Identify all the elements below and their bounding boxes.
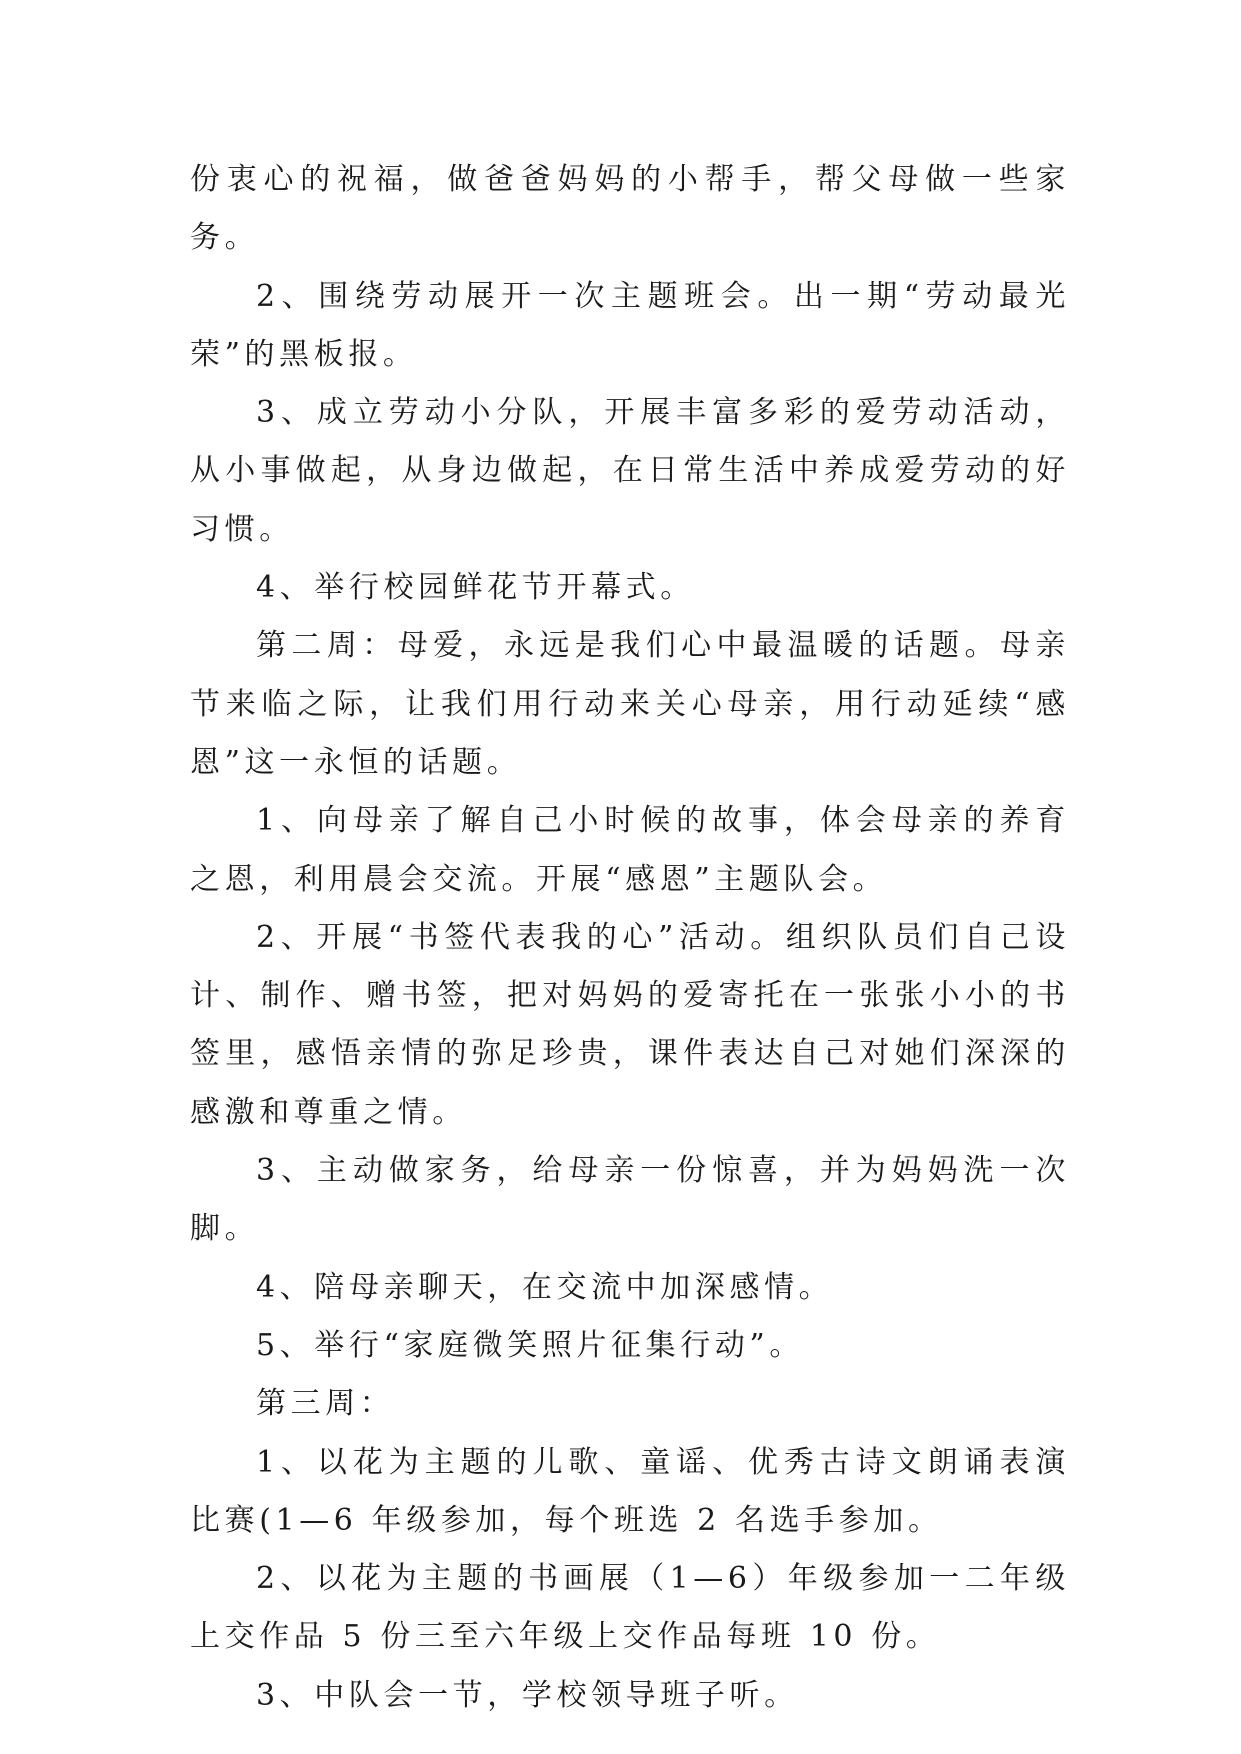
paragraph: 份衷心的祝福，做爸爸妈妈的小帮手，帮父母做一些家务。 <box>190 162 1070 256</box>
paragraph: 2、开展“书签代表我的心”活动。组织队员们自己设计、制作、赠书签，把对妈妈的爱寄托在一张张小小的书签里，感悟亲情的弥足珍贵，课件表达自己对她们深深的感激和尊重之情。 <box>190 919 1070 1130</box>
paragraph: 3、主动做家务，给母亲一份惊喜，并为妈妈洗一次脚。 <box>190 1153 1070 1247</box>
paragraph: 4、举行校园鲜花节开幕式。 <box>256 570 695 606</box>
paragraph: 1、向母亲了解自己小时候的故事，体会母亲的养育之恩，利用晨会交流。开展“感恩”主题队会。 <box>190 803 1070 897</box>
paragraph: 3、成立劳动小分队，开展丰富多彩的爱劳动活动，从小事做起，从身边做起，在日常生活中养成爱劳动的好习惯。 <box>190 395 1070 547</box>
document-body <box>190 151 1070 1725</box>
paragraph: 第三周： <box>256 1386 395 1422</box>
paragraph: 第二周：母爱，永远是我们心中最温暖的话题。母亲节来临之际，让我们用行动来关心母亲，用行动延续“感恩”这一永恒的话题。 <box>190 628 1070 780</box>
paragraph: 5、举行“家庭微笑照片征集行动”。 <box>256 1327 804 1363</box>
paragraph: 2、围绕劳动展开一次主题班会。出一期“劳动最光荣”的黑板报。 <box>190 278 1070 372</box>
paragraph: 4、陪母亲聊天，在交流中加深感情。 <box>256 1269 834 1305</box>
paragraph: 1、以花为主题的儿歌、童谣、优秀古诗文朗诵表演比赛(1—6 年级参加，每个班选 2 名选手参加。 <box>190 1444 1070 1538</box>
paragraph: 2、以花为主题的书画展（1—6）年级参加一二年级上交作品 5 份三至六年级上交作品每班 10 份。 <box>190 1561 1070 1655</box>
paragraph: 3、中队会一节，学校领导班子听。 <box>256 1677 799 1713</box>
